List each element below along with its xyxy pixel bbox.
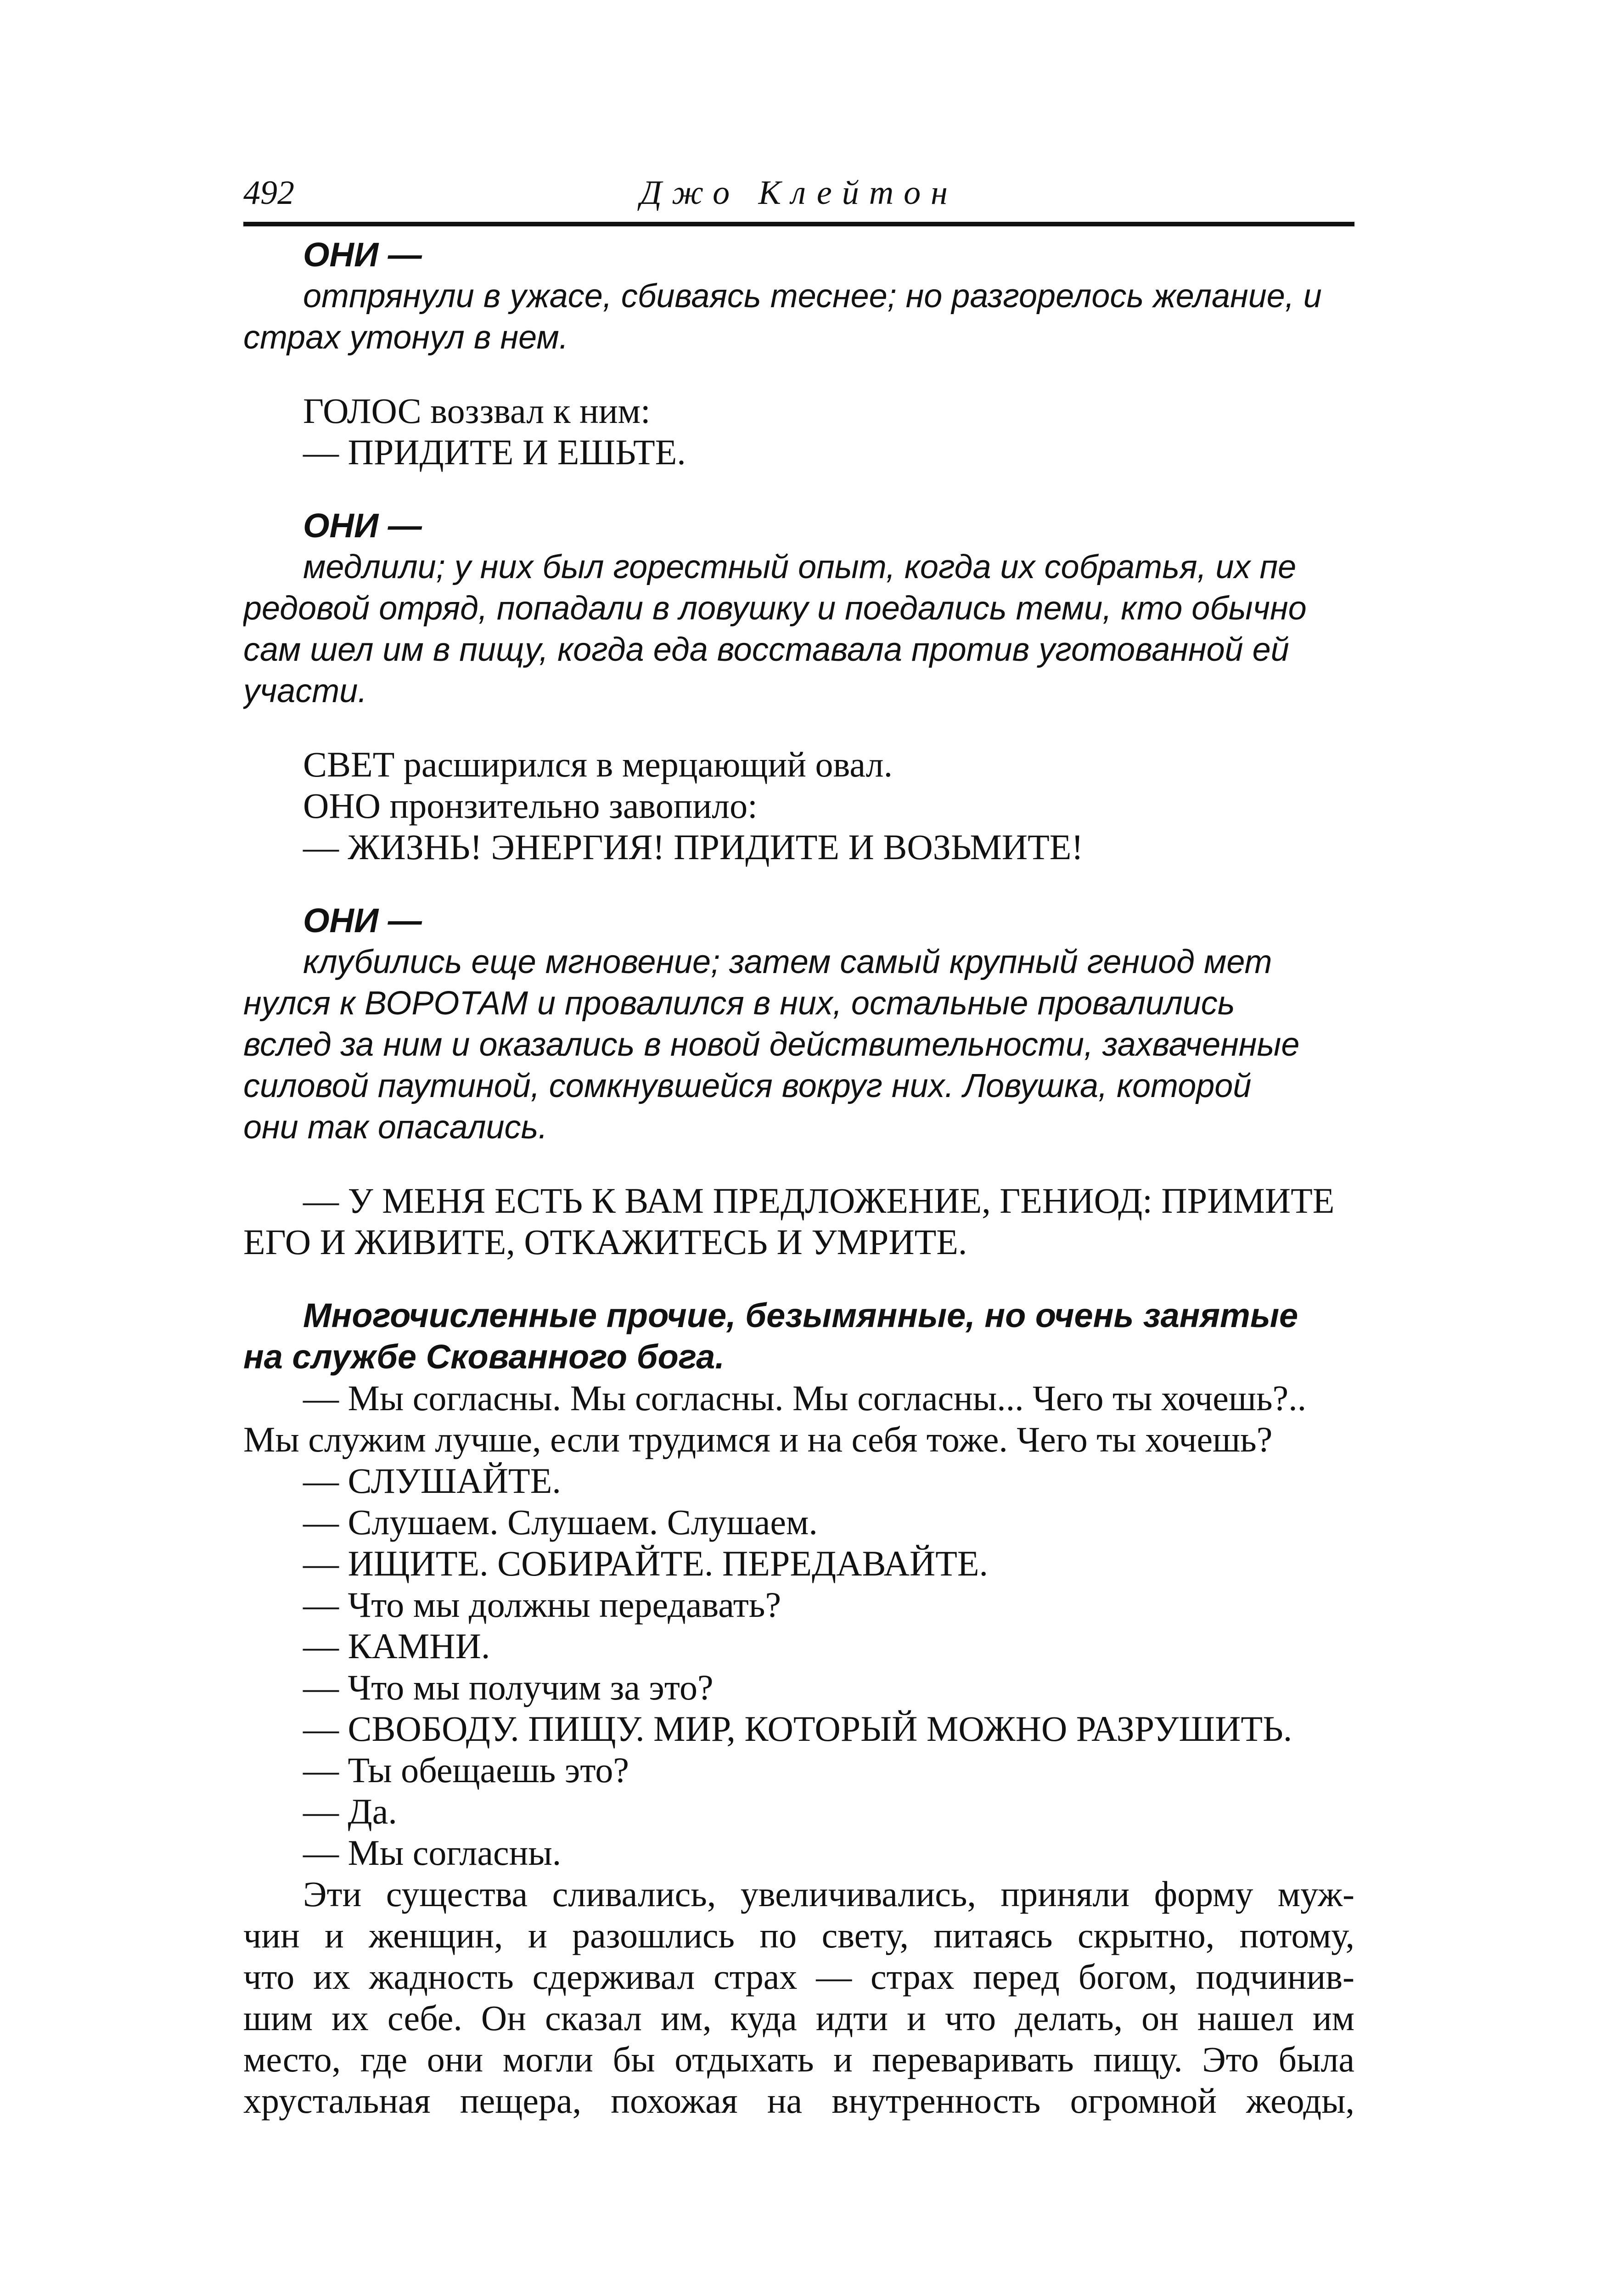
narration-line: они так опасались.	[243, 1109, 548, 1146]
paragraph-line: место, где они могли бы отдыхать и переваривать пищу. Это была	[243, 2039, 1354, 2079]
paragraph-line: Эти существа сливались, увеличивались, приняли форму муж-	[303, 1874, 1354, 1914]
section-heading: Многочисленные прочие, безымянные, но очень занятые	[303, 1296, 1298, 1334]
dialogue-line: — СЛУШАЙТЕ.	[303, 1461, 561, 1501]
voice-line: — ЖИЗНЬ! ЭНЕРГИЯ! ПРИДИТЕ И ВОЗЬМИТЕ!	[303, 827, 1084, 867]
voice-line: СВЕТ расширился в мерцающий овал.	[303, 744, 893, 784]
paragraph-line: чин и женщин, и разошлись по свету, питаясь скрытно, потому,	[243, 1915, 1354, 1955]
dialogue-line: — Слушаем. Слушаем. Слушаем.	[303, 1502, 818, 1542]
voice-line: ГОЛОС воззвал к ним:	[303, 391, 651, 431]
narration-line: отпрянули в ужасе, сбиваясь теснее; но разгорелось желание, и	[303, 278, 1322, 315]
dialogue-line: — СВОБОДУ. ПИЩУ. МИР, КОТОРЫЙ МОЖНО РАЗРУШИТЬ.	[303, 1709, 1292, 1749]
narration-line: нулся к ВОРОТАМ и провалился в них, остальные провалились	[243, 985, 1235, 1022]
narration-line: сам шел им в пищу, когда еда восставала против уготованной ей	[243, 631, 1289, 668]
spacer	[243, 358, 1354, 390]
dialogue-line: — ИЩИТЕ. СОБИРАЙТЕ. ПЕРЕДАВАЙТЕ.	[303, 1543, 989, 1583]
voice-line: — У МЕНЯ ЕСТЬ К ВАМ ПРЕДЛОЖЕНИЕ, ГЕНИОД: ПРИМИТЕ	[303, 1181, 1335, 1221]
spacer	[243, 1263, 1354, 1295]
speaker-label: ОНИ —	[303, 901, 422, 940]
narration-line: участи.	[243, 673, 367, 709]
dialogue-line: Мы служим лучше, если трудимся и на себя тоже. Чего ты хочешь?	[243, 1419, 1273, 1459]
voice-line: ЕГО И ЖИВИТЕ, ОТКАЖИТЕСЬ И УМРИТЕ.	[243, 1222, 967, 1262]
dialogue-line: — Что мы получим за это?	[303, 1667, 714, 1707]
narration-line: силовой паутиной, сомкнувшейся вокруг них. Ловушка, которой	[243, 1068, 1252, 1104]
narration-line: медлили; у них был горестный опыт, когда их собратья, их пе	[303, 549, 1297, 585]
dialogue-line: — Ты обещаешь это?	[303, 1750, 629, 1790]
narration-line: редовой отряд, попадали в ловушку и поедались теми, кто обычно	[243, 590, 1307, 627]
page-body	[243, 234, 1354, 2122]
paragraph-line: что их жадность сдерживал страх — страх перед богом, подчинив-	[243, 1957, 1354, 1997]
dialogue-line: — Да.	[303, 1791, 397, 1831]
dialogue-line: — КАМНИ.	[303, 1626, 490, 1666]
dialogue-line: — Мы согласны.	[303, 1833, 562, 1873]
header-rule	[243, 222, 1354, 226]
spacer	[243, 712, 1354, 744]
speaker-label: ОНИ —	[303, 236, 422, 274]
spacer	[243, 868, 1354, 900]
paragraph-line: шим их себе. Он сказал им, куда идти и что делать, он нашел им	[243, 1998, 1354, 2038]
narration-line: клубились еще мгновение; затем самый крупный гениод мет	[303, 944, 1272, 980]
speaker-label: ОНИ —	[303, 506, 422, 545]
narration-line: вслед за ним и оказались в новой действительности, захваченные	[243, 1026, 1300, 1063]
dialogue-line: — Что мы должны передавать?	[303, 1585, 781, 1625]
section-heading: на службе Скованного бога.	[243, 1338, 725, 1376]
page-header	[243, 170, 1354, 225]
narration-line: страх утонул в нем.	[243, 319, 568, 356]
running-title: Джо Клейтон	[640, 174, 958, 212]
spacer	[243, 473, 1354, 505]
voice-line: — ПРИДИТЕ И ЕШЬТЕ.	[303, 432, 686, 472]
page-number: 492	[243, 174, 294, 212]
paragraph-line: хрустальная пещера, похожая на внутренность огромной жеоды,	[243, 2081, 1354, 2121]
voice-line: ОНО пронзительно завопило:	[303, 786, 758, 826]
spacer	[243, 1148, 1354, 1180]
dialogue-line: — Мы согласны. Мы согласны. Мы согласны... Чего ты хочешь?..	[303, 1378, 1307, 1418]
